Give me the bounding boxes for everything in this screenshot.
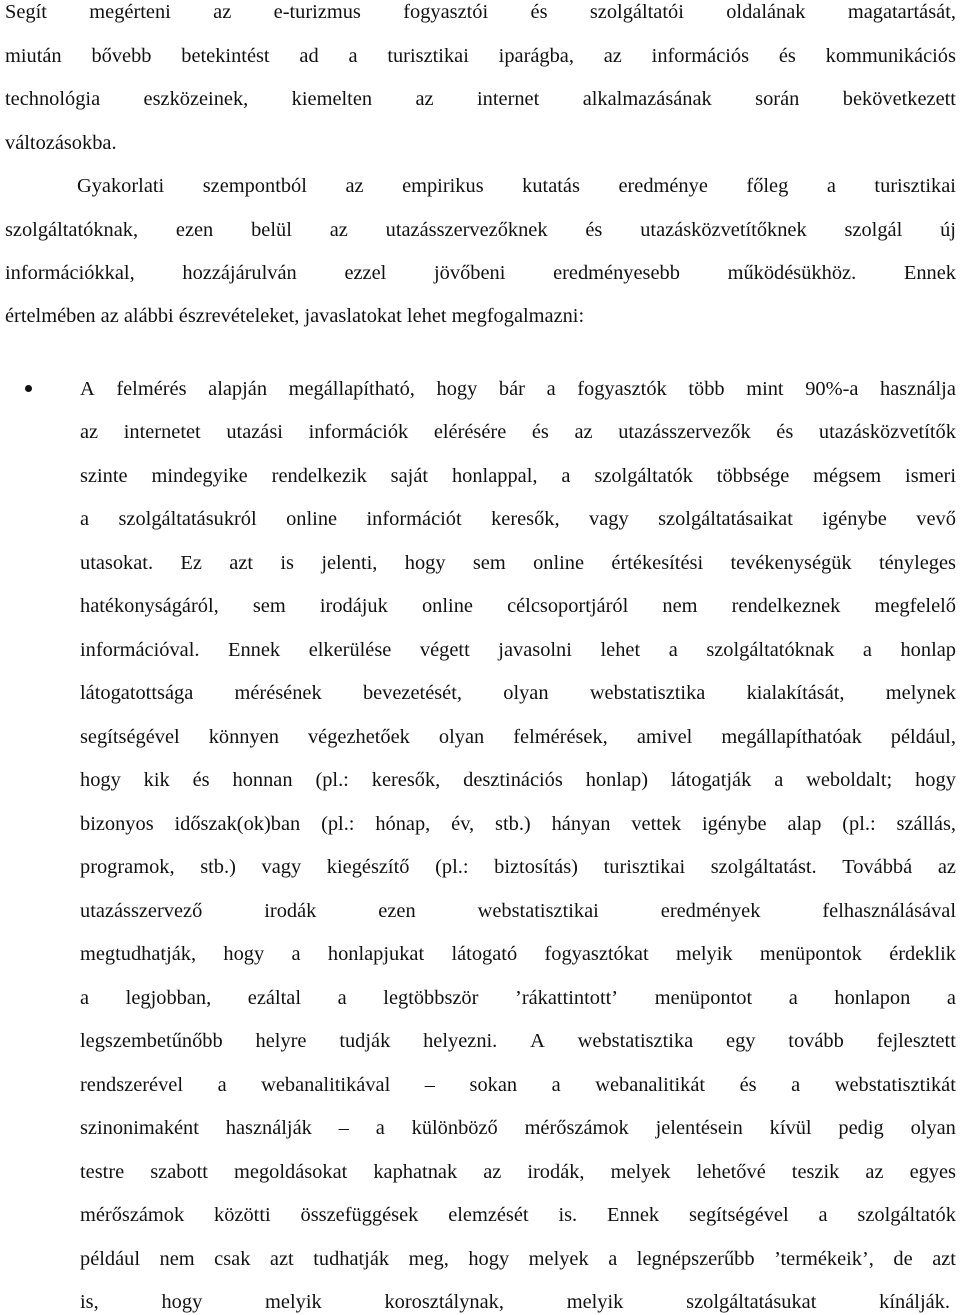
text-line: például nem csak azt tudhatják meg, hogy melyek a legnépszerűbb ’termékeik’, de azt [80,1248,956,1270]
text-line: is, hogy melyik korosztálynak, melyik szolgáltatásukat kínálják. [80,1291,950,1313]
text-line: megtudhatják, hogy a honlapjukat látogató fogyasztókat melyik menüpontok érdeklik [80,943,956,965]
text-line: szolgáltatóknak, ezen belül az utazásszervezőknek és utazásközvetítőknek szolgál új [5,219,956,241]
text-line: a szolgáltatásukról online információt keresők, vagy szolgáltatásaikat igénybe vevő [80,508,956,530]
text-line: hatékonyságáról, sem irodájuk online célcsoportjáról nem rendelkeznek megfelelő [80,595,956,617]
text-line: segítségével könnyen végezhetőek olyan felmérések, amivel megállapíthatóak például, [80,726,956,748]
text-line: programok, stb.) vagy kiegészítő (pl.: biztosítás) turisztikai szolgáltatást. Továbbá az [80,856,956,878]
text-line: látogatottsága mérésének bevezetését, olyan webstatisztika kialakítását, melynek [80,682,956,704]
text-line: legszembetűnőbb helyre tudják helyezni. A webstatisztika egy tovább fejlesztett [80,1030,956,1052]
text-line: információkkal, hozzájárulván ezzel jövőbeni eredményesebb működésükhöz. Ennek [5,262,956,284]
text-line: a legjobban, ezáltal a legtöbbször ’rákattintott’ menüpontot a honlapon a [80,987,956,1009]
text-line: szinte mindegyike rendelkezik saját honlappal, a szolgáltatók többsége mégsem ismeri [80,465,956,487]
text-line: Segít megérteni az e-turizmus fogyasztói és szolgáltatói oldalának magatartását, [5,1,956,23]
text-line: szinonimaként használják – a különböző mérőszámok jelentésein kívül pedig olyan [80,1117,956,1139]
text-line: A felmérés alapján megállapítható, hogy bár a fogyasztók több mint 90%-a használja [80,378,956,400]
text-line: utasokat. Ez azt is jelenti, hogy sem online értékesítési tevékenységük tényleges [80,552,956,574]
text-line: rendszerével a webanalitikával – sokan a webanalitikát és a webstatisztikát [80,1074,956,1096]
text-line: miután bővebb betekintést ad a turisztikai iparágba, az információs és kommunikációs [5,45,956,67]
text-line: testre szabott megoldásokat kaphatnak az irodák, melyek lehetővé teszik az egyes [80,1161,956,1183]
text-line: változásokba. [5,132,117,154]
text-line: Gyakorlati szempontból az empirikus kutatás eredménye főleg a turisztikai [77,175,956,197]
text-line: utazásszervező irodák ezen webstatisztikai eredmények felhasználásával [80,900,956,922]
text-line: hogy kik és honnan (pl.: keresők, desztinációs honlap) látogatják a weboldalt; hogy [80,769,956,791]
text-line: információval. Ennek elkerülése végett javasolni lehet a szolgáltatóknak a honlap [80,639,956,661]
bullet-icon [25,385,32,392]
text-line: technológia eszközeinek, kiemelten az internet alkalmazásának során bekövetkezett [5,88,956,110]
text-line: bizonyos időszak(ok)ban (pl.: hónap, év, stb.) hányan vettek igénybe alap (pl.: szállás, [80,813,956,835]
text-line: értelmében az alábbi észrevételeket, javaslatokat lehet megfogalmazni: [5,305,585,327]
text-line: az internetet utazási információk elérésére és az utazásszervezők és utazásközvetítők [80,421,956,443]
text-line: mérőszámok közötti összefüggések elemzését is. Ennek segítségével a szolgáltatók [80,1204,956,1226]
